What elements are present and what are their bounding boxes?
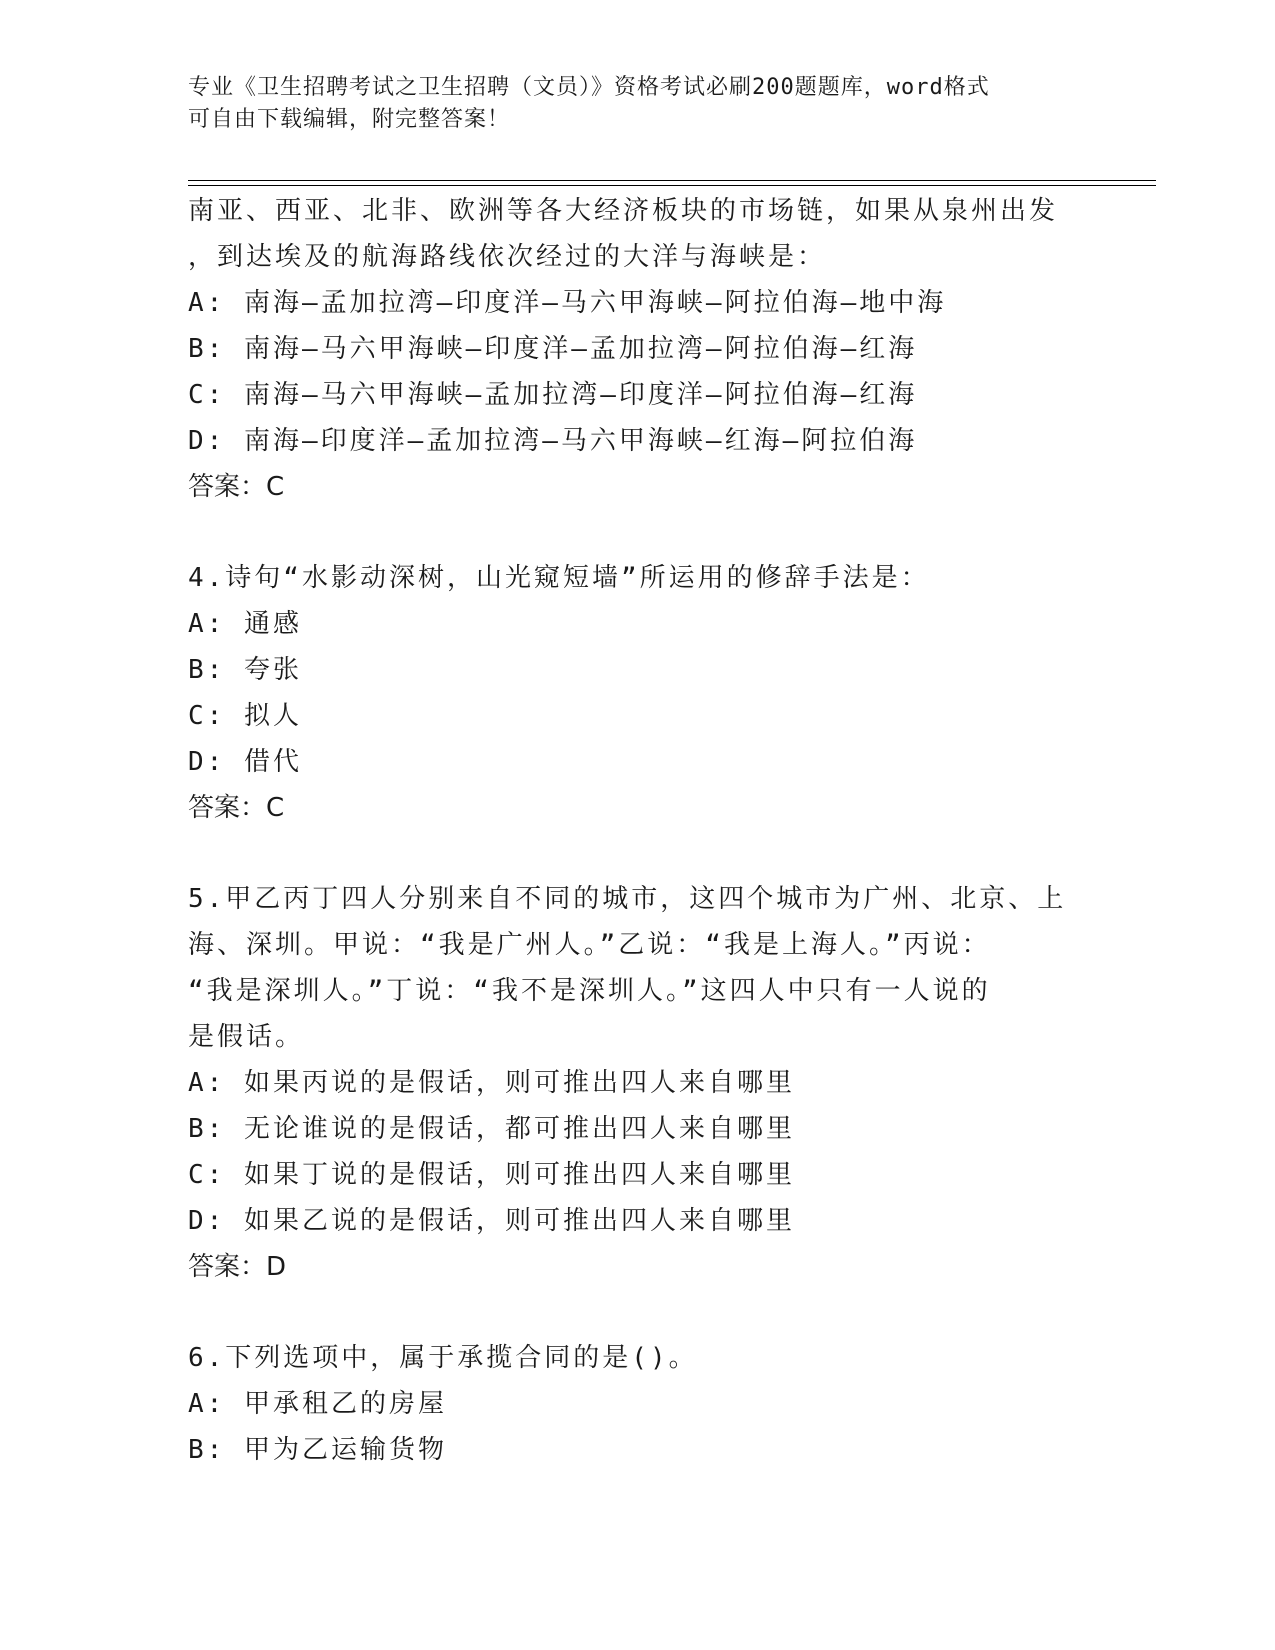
option-key: D xyxy=(188,1206,207,1236)
option-text: 拟人 xyxy=(243,701,302,731)
option-key: A xyxy=(188,288,207,318)
option-key: C xyxy=(188,701,207,731)
option-text: 南海—孟加拉湾—印度洋—马六甲海峡—阿拉伯海—地中海 xyxy=(243,288,947,318)
option-d xyxy=(188,739,1088,785)
option-separator: : xyxy=(206,1160,244,1190)
option-separator: : xyxy=(206,288,244,318)
option-a xyxy=(188,1381,1088,1427)
option-separator: : xyxy=(206,609,244,639)
option-d xyxy=(188,418,1088,464)
option-text: 夸张 xyxy=(243,655,302,685)
question-stem-line: 海、深圳。甲说：“我是广州人。”乙说：“我是上海人。”丙说： xyxy=(188,930,991,960)
option-text: 南海—马六甲海峡—孟加拉湾—印度洋—阿拉伯海—红海 xyxy=(243,380,918,410)
option-a xyxy=(188,1060,1088,1106)
option-key: A xyxy=(188,1389,207,1419)
answer-line: 答案：D xyxy=(188,1252,287,1282)
spacer xyxy=(188,510,1088,555)
option-text: 无论谁说的是假话，都可推出四人来自哪里 xyxy=(243,1114,795,1144)
option-text: 如果丁说的是假话，则可推出四人来自哪里 xyxy=(243,1160,795,1190)
option-separator: : xyxy=(206,747,244,777)
question-stem-line: “我是深圳人。”丁说：“我不是深圳人。”这四人中只有一人说的 xyxy=(188,976,991,1006)
header-line-1: 专业《卫生招聘考试之卫生招聘（文员）》资格考试必刷200题题库，word格式 xyxy=(188,75,990,100)
question-stem-line: 是假话。 xyxy=(188,1022,305,1052)
spacer xyxy=(188,1290,1088,1335)
option-b xyxy=(188,647,1088,693)
option-separator: : xyxy=(206,426,244,456)
option-a xyxy=(188,280,1088,326)
option-text: 甲承租乙的房屋 xyxy=(243,1389,447,1419)
question-5 xyxy=(188,876,1088,1290)
option-key: B xyxy=(188,1435,207,1465)
option-separator: : xyxy=(206,1435,244,1465)
question-stem-line: 南亚、西亚、北非、欧洲等各大经济板块的市场链，如果从泉州出发 xyxy=(188,196,1059,226)
option-separator: : xyxy=(206,334,244,364)
option-c xyxy=(188,1152,1088,1198)
answer-line: 答案：C xyxy=(188,793,285,823)
option-key: A xyxy=(188,1068,207,1098)
option-separator: : xyxy=(206,1068,244,1098)
question-stem-line: ，到达埃及的航海路线依次经过的大洋与海峡是： xyxy=(188,242,827,272)
option-key: B xyxy=(188,655,207,685)
option-text: 南海—马六甲海峡—印度洋—孟加拉湾—阿拉伯海—红海 xyxy=(243,334,918,364)
option-b xyxy=(188,1106,1088,1152)
option-key: A xyxy=(188,609,207,639)
document-header xyxy=(188,72,1088,136)
option-text: 甲为乙运输货物 xyxy=(243,1435,447,1465)
option-c xyxy=(188,372,1088,418)
option-key: C xyxy=(188,380,207,410)
question-4 xyxy=(188,555,1088,831)
option-key: D xyxy=(188,426,207,456)
option-separator: : xyxy=(206,1206,244,1236)
spacer xyxy=(188,831,1088,876)
option-key: D xyxy=(188,747,207,777)
option-text: 如果丙说的是假话，则可推出四人来自哪里 xyxy=(243,1068,795,1098)
option-text: 南海—印度洋—孟加拉湾—马六甲海峡—红海—阿拉伯海 xyxy=(243,426,918,456)
option-b xyxy=(188,1427,1088,1473)
option-d xyxy=(188,1198,1088,1244)
option-separator: : xyxy=(206,701,244,731)
option-b xyxy=(188,326,1088,372)
question-stem-line: 6.下列选项中，属于承揽合同的是()。 xyxy=(188,1343,698,1373)
option-key: C xyxy=(188,1160,207,1190)
option-separator: : xyxy=(206,380,244,410)
header-divider-bottom xyxy=(188,185,1156,186)
header-line-2: 可自由下载编辑，附完整答案！ xyxy=(188,107,511,132)
option-text: 通感 xyxy=(243,609,302,639)
option-key: B xyxy=(188,334,207,364)
option-separator: : xyxy=(206,1114,244,1144)
option-key: B xyxy=(188,1114,207,1144)
question-stem-line: 4.诗句“水影动深树，山光窥短墙”所运用的修辞手法是： xyxy=(188,563,930,593)
question-6 xyxy=(188,1335,1088,1473)
option-separator: : xyxy=(206,655,244,685)
question-stem-line: 5.甲乙丙丁四人分别来自不同的城市，这四个城市为广州、北京、上 xyxy=(188,884,1067,914)
option-a xyxy=(188,601,1088,647)
answer-line: 答案：C xyxy=(188,472,285,502)
option-text: 如果乙说的是假话，则可推出四人来自哪里 xyxy=(243,1206,795,1236)
header-divider-top xyxy=(188,180,1156,181)
option-separator: : xyxy=(206,1389,244,1419)
option-c xyxy=(188,693,1088,739)
question-list xyxy=(188,188,1088,1473)
question-3 xyxy=(188,188,1088,510)
option-text: 借代 xyxy=(243,747,302,777)
